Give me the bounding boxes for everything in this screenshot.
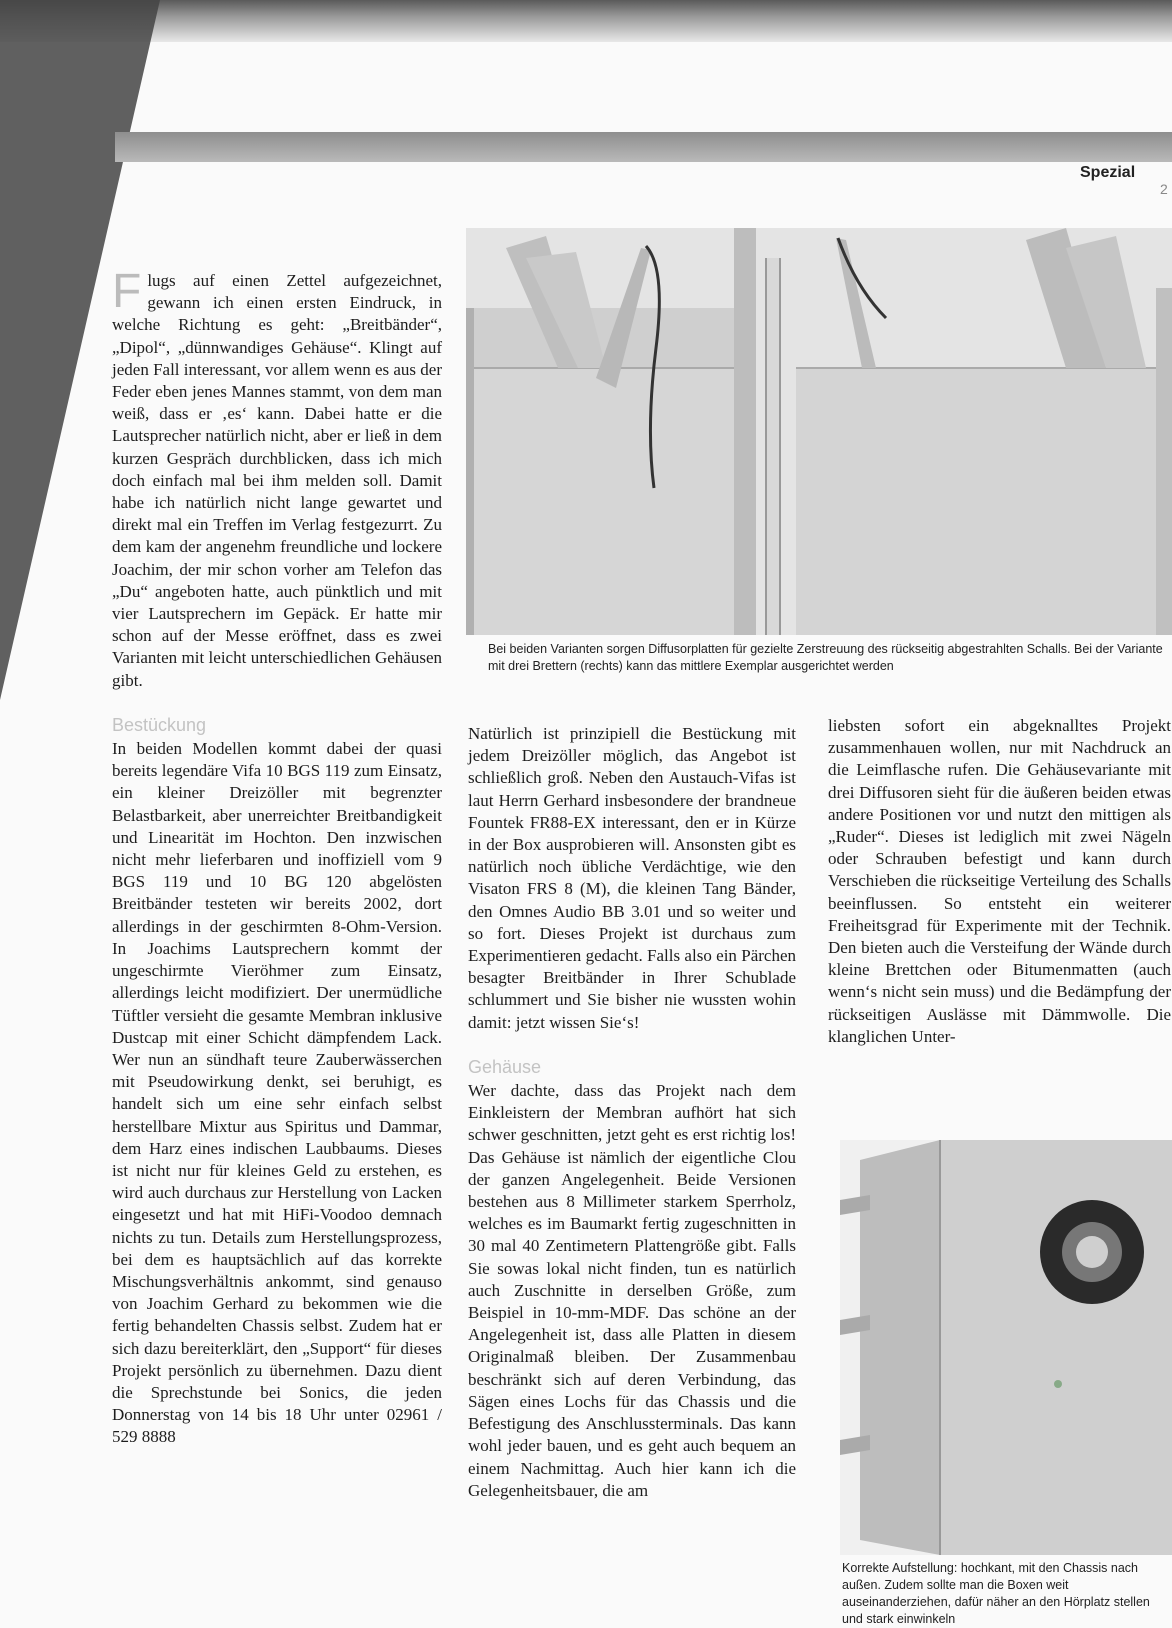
speaker-enclosures-illustration [466, 228, 1172, 635]
body-paragraph: liebsten sofort ein abgeknalltes Projekt zusammenhauen wollen, nur mit Nachdruck an die Leimflasche rufen. Die Gehäusevariante mit drei Diffusoren sieht für die äußeren beiden etwas andere Positionen vor und nutzt den mittigen als „Ruder“. Dieses ist lediglich mit zwei Nägeln oder Schrauben befestigt und kann durch Verschieben die rückseitige Verteilung des Schalls beeinflussen. So entsteht ein weiterer Freiheitsgrad für Experimente mit der Technik. Den bieten auch die Versteifung der Wände durch kleine Brettchen oder Bitumenmatten (auch wenn‘s nicht sein muss) und die Bedämpfung der rückseitigen Auslässe mit Dämmwolle. Die klanglichen Unter- [828, 716, 1171, 1046]
speaker-enclosures-photo [466, 228, 1172, 635]
speaker-box-illustration [840, 1140, 1172, 1555]
article-column-1 [112, 265, 442, 1449]
page-number: 2 [1160, 181, 1168, 197]
section-header-bar [115, 132, 1172, 162]
body-paragraph: Natürlich ist prinzipiell die Bestückung mit jedem Dreizöller möglich, das Angebot ist schließlich groß. Neben den Austauch-Vifas ist laut Herrn Gerhard insbesondere der brandneue Fountek FR88-EX interessant, den er in Kürze in der Box ausprobieren will. Ansonsten gibt es natürlich noch übliche Verdächtige, wie den Visaton FRS 8 (M), die kleinen Tang Bänder, den Omnes Audio BB 3.01 und so weiter und so fort. Dieses Projekt ist durchaus zum Experimentieren gedacht. Falls also ein Pärchen besagter Breitbänder in Ihrer Schublade schlummert und Sie bisher nie wussten wohin damit: jetzt wissen Sie‘s! [468, 724, 796, 1032]
scan-top-shadow [0, 0, 1172, 42]
body-paragraph: In beiden Modellen kommt dabei der quasi bereits legendäre Vifa 10 BGS 119 zum Einsatz, ein kleiner Dreizöller mit begrenzter Belastbarkeit, aber unerreichter Breitbandigkeit und Linearität im Hochton. Den inzwischen nicht mehr lieferbaren und inoffiziell vom 9 BGS 119 und 10 BG 120 abgelösten Breitbänder testeten wir bereits 2002, dort allerdings in der geschirmten 8-Ohm-Version. In Joachims Lautsprechern kommt der ungeschirmte Vieröhmer zum Einsatz, allerdings leicht modifiziert. Der unermüdliche Tüftler versieht die gesamte Membran inklusive Dustcap mit einer Schicht dämpfendem Lack. Wer nun an sündhaft teure Zauberwässerchen mit Pseudowirkung denkt, sei beruhigt, es handelt sich um eine sehr einfach selbst herstellbare Mixtur aus Spiritus und Dammar, dem Harz eines indischen Laubbaums. Dieses ist nicht nur für kleines Geld zu erstehen, es wird auch durchaus zur Herstellung von Lacken eingesetzt und hat mit HiFi-Voodoo demnach nichts zu tun. Details zum Herstellungsprozess, bei dem es hauptsächlich auf das korrekte Mischungsverhältnis ankommt, sind genauso von Joachim Gerhard zu bekommen wie die fertig behandelten Chassis selbst. Zudem hat er sich dazu bereiterklärt, den „Support“ für dieses Projekt persönlich zu übernehmen. Dazu dient die Sprechstunde bei Sonics, die jeden Donnerstag von 14 bis 18 Uhr unter 02961 / 529 8888 [112, 739, 442, 1447]
speaker-box-photo [840, 1140, 1172, 1555]
article-column-3 [828, 715, 1171, 1048]
subheading-bestueckung: Bestückung [112, 714, 207, 735]
side-photo-caption: Korrekte Aufstellung: hochkant, mit den Chassis nach außen. Zudem sollte man die Boxen weit auseinanderziehen, dafür näher an den Hörplatz stellen und stark einwinkeln [842, 1561, 1150, 1626]
intro-paragraph [112, 265, 442, 692]
body-paragraph: Wer dachte, dass das Projekt nach dem Einkleistern der Membran aufhört hat sich schwer geschnitten, jetzt geht es erst richtig los! Das Gehäuse ist nämlich der eigentliche Clou der ganzen Angelegenheit. Beide Versionen bestehen aus 8 Millimeter starkem Sperrholz, welches es im Baumarkt fertig zugeschnitten in 30 mal 40 Zentimetern Plattengröße gibt. Falls Sie sowas lokal nicht finden, tun es natürlich auch Zuschnitte in derselben Größe, zum Beispiel in 10-mm-MDF. Das schöne an der Angelegenheit ist, dass alle Platten in diesem Originalmaß bleiben. Der Zusammenbau beschränkt sich auf deren Verbindung, das Sägen eines Lochs für das Chassis und die Befestigung des Anschlussterminals. Das kann wohl jeder bauen, und es geht auch bequem an einem Nachmittag. Auch hier kann ich die Gelegenheitsbauer, die am [468, 1081, 796, 1500]
drop-cap: F [112, 265, 142, 318]
top-photo-caption: Bei beiden Varianten sorgen Diffusorplatten für gezielte Zerstreuung des rückseitig abgestrahlten Schalls. Bei der Variante mit drei Brettern (rechts) kann das mittlere Exemplar ausgerichtet werden [488, 642, 1163, 673]
section-label: Spezial [1080, 164, 1136, 181]
intro-text: lugs auf einen Zettel aufgezeichnet, gewann ich einen ersten Eindruck, in welche Richtung es geht: „Breitbänder“, „Dipol“, „dünnwandiges Gehäuse“. Klingt auf jeden Fall interessant, vor allem wenn es aus der Feder eben jenes Mannes stammt, von dem man weiß, dass er ‚es‘ kann. Dabei hatte er die Lautsprecher natürlich nicht, aber er ließ in dem kurzen Gespräch durchblicken, dass ich mich doch einfach mal bei ihm melden soll. Damit habe ich natürlich nicht lange gewartet und direkt mal ein Treffen im Verlag festgezurrt. Zu dem kam der angenehm freundliche und lockere Joachim, der mir schon vorher am Telefon das „Du“ angeboten hatte, auch pünktlich und mit vier Lautsprechern im Gepäck. Er hatte mir schon auf der Messe eröffnet, dass es zwei Varianten mit leicht unterschiedlichen Gehäusen gibt. [112, 271, 442, 690]
article-column-2 [468, 723, 796, 1502]
subheading-gehaeuse: Gehäuse [468, 1056, 542, 1077]
